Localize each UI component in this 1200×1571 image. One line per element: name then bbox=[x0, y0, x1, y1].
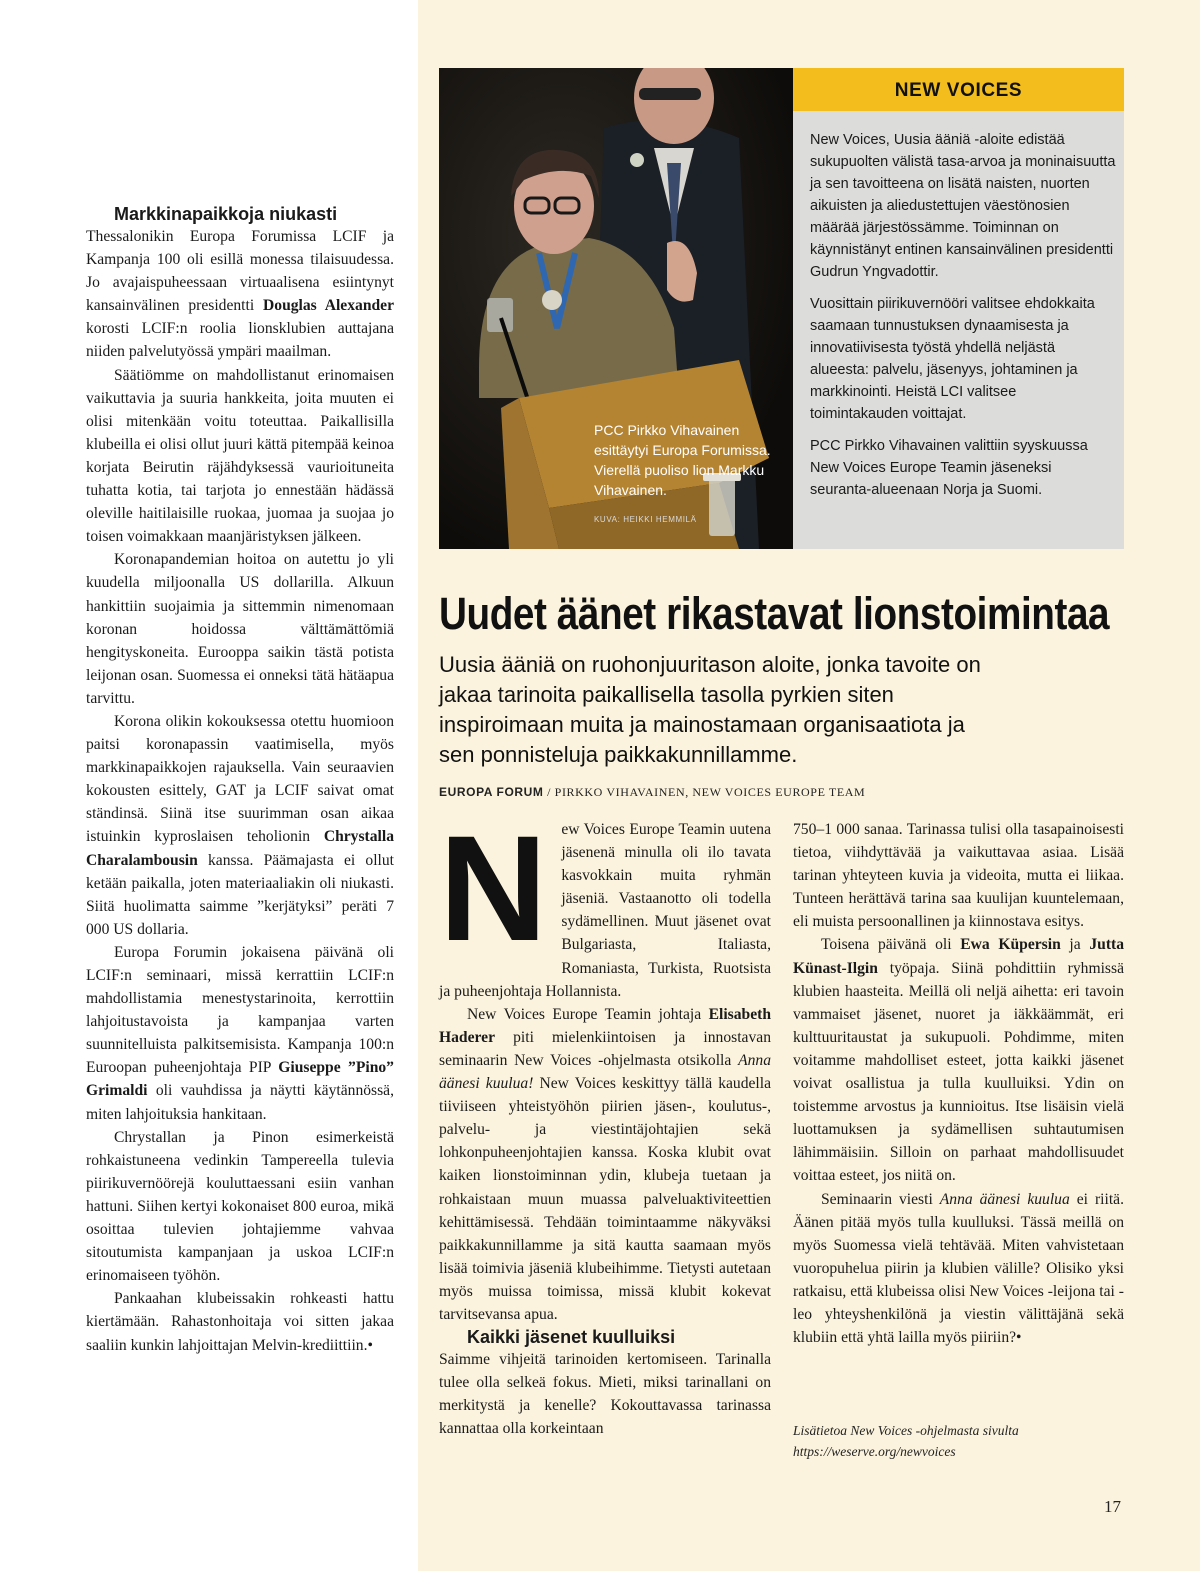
article-column-1 bbox=[439, 804, 772, 1440]
new-voices-text bbox=[810, 129, 1116, 511]
left-subhead: Markkinapaikkoja niukasti bbox=[114, 204, 338, 224]
article-paragraph-1: ew Voices Europe Teamin uutena jäsenenä minulla oli ilo tavata kasvokkain muita ryhmän jäseniä. Vastaanotto oli todella sydämellinen. Muut jäsenet ovat Bulgariasta, Italiasta, Romaniasta, Turkista, Ruotsista ja puheenjohtaja Hollannista. bbox=[439, 821, 771, 1000]
left-paragraph-4: Korona olikin kokouksessa otettu huomioon paitsi koronapassin vaatimisella, myös markkinapaikkojen rajauksella. Vain seuraavien kokousten esittely, GAT ja LCIF saivat omat ständinsä. Siinä itse suurimman osan aikaa istuinkin kyproslaisen teholionin Chrystalla Charalambousin kanssa. Päämajasta ei ollut ketään paikalla, joten materiaaliakin oli niukasti. Siitä huolimatta saimme ”kerjätyksi” peräti 7 000 US dollaria. bbox=[86, 712, 394, 938]
new-voices-paragraph-1: New Voices, Uusia ääniä -aloite edistää sukupuolten välistä tasa-arvoa ja moninaisuutta ja sen tavoitteena on lisätä naisten, nuorten aikuisten ja aliedustettujen väestönosien määrää järjestössämme. Toiminnan on käynnistänyt entinen kansainvälinen presidentti Gudrun Yngvadottir. bbox=[810, 132, 1116, 280]
byline-section: EUROPA FORUM bbox=[439, 785, 544, 799]
new-voices-paragraph-3: PCC Pirkko Vihavainen valittiin syyskuussa New Voices Europe Teamin jäseneksi seuranta-alueenaan Norja ja Suomi. bbox=[810, 438, 1088, 498]
left-paragraph-2: Säätiömme on mahdollistanut erinomaisen vaikuttavia ja suuria hankkeita, joita muuten ei olisi mitenkään voitu toteuttaa. Paikallisilla klubeilla ei olisi ollut juuri kättä pitempää keinoa korjata Beirutin räjähdyksessä vaurioituneita tuhatta kotia, tai tarjota jo ennestään hädässä oleville haitilaisille ruokaa, juomaa ja suojaa jo toisen voimakkaan maanjäristyksen jälkeen. bbox=[86, 366, 394, 546]
left-column bbox=[86, 203, 394, 1357]
left-paragraph-5: Europa Forumin jokaisena päivänä oli LCIF:n seminaari, missä kerrattiin LCIF:n mahdollistamia menestystarinoita, kerrottiin lahjoitustavoista ja kampanjaa varten suunnitelluista palkitsemisista. Kampanja 100:n Euroopan puheenjohtaja PIP Giuseppe ”Pino” Grimaldi oli vauhdissa ja näytti käytännössä, miten lahjoituksia hankitaan. bbox=[86, 943, 394, 1123]
article-paragraph-6: Seminaarin viesti Anna äänesi kuulua ei riitä. Äänen pitää myös tulla kuulluksi. Tässä meillä on myös Suomessa vielä tehtävää. Miten vahvistetaan vuoropuhelua piirin ja klubien välille? Olisiko yksi ratkaisu, että klubeissa olisi New Voices -leijona tai -leo yhteyshenkilönä ja viestin välittäjänä sekä klubiin että yhtä lailla myös piiriin?• bbox=[793, 1190, 1124, 1347]
page-number: 17 bbox=[1104, 1497, 1121, 1516]
new-voices-paragraph-2: Vuosittain piirikuvernööri valitsee ehdokkaita saamaan tunnustuksen dynaamisesta ja innovatiivisesta työstä yhdellä neljästä alueesta: palvelu, jäsenyys, johtaminen ja markkinointi. Heistä LCI valitsee toimintakauden voittajat. bbox=[810, 296, 1095, 422]
article-headline: Uudet äänet rikastavat lionstoimintaa bbox=[439, 588, 1110, 639]
left-paragraph-1: Thessalonikin Europa Forumissa LCIF ja Kampanja 100 oli esillä monessa tilaisuudessa. Jo avajaispuheessaan virtuaalisena esiintynyt kansainvälinen presidentti Douglas Alexander korosti LCIF:n roolia lionsklubien auttajana niiden palvelutyössä ympäri maailman. bbox=[86, 228, 395, 361]
article-subhead: Kaikki jäsenet kuulluiksi bbox=[467, 1327, 676, 1348]
byline-author: PIRKKO VIHAVAINEN, NEW VOICES EUROPE TEAM bbox=[554, 785, 866, 799]
left-paragraph-6: Chrystallan ja Pinon esimerkeistä rohkaistuneena vedinkin Tampereella tulevia piirikuvernöörejä kouluttaessani esiin vanhan hattuni. Siihen kertyi kokonaiset 800 euroa, mikä osoittaa tulevien johtajiemme vahvaa sitoutumista kampanjaan ja uskoa LCIF:n erinomaiseen työhön. bbox=[86, 1128, 394, 1285]
new-voices-sidebar bbox=[793, 68, 1124, 549]
drop-cap: N bbox=[439, 804, 548, 972]
photo-caption: PCC Pirkko Vihavainen esittäytyi Europa Forumissa. Vierellä puoliso lion Markku Vihavainen. bbox=[594, 422, 771, 498]
article-byline: EUROPA FORUM / PIRKKO VIHAVAINEN, NEW VOICES EUROPE TEAM bbox=[439, 785, 866, 799]
photo-credit: KUVA: HEIKKI HEMMILÄ bbox=[594, 515, 697, 524]
article-column-2 bbox=[793, 818, 1124, 1349]
left-paragraph-7: Pankaahan klubeissakin rohkeasti hattu kiertämään. Rahastonhoitaja voi sitten jakaa saaliin kunkin lahjoittajan Melvin-krediittiin.• bbox=[86, 1290, 394, 1354]
more-info-note: Lisätietoa New Voices -ohjelmasta sivulta https://weserve.org/newvoices bbox=[793, 1423, 1019, 1459]
article-paragraph-4: 750–1 000 sanaa. Tarinassa tulisi olla tasapainoisesti tietoa, viihdyttävää ja vaikuttavaa asiaa. Lisää tarinan yhteyteen kuvia ja videoita, mutta ei liikaa. Tunteen herättävä tarina saa kuulijan kuuntelemaan, eli muista persoonallinen ja kiinnostava esitys. bbox=[793, 821, 1124, 931]
article-deck: Uusia ääniä on ruohonjuuritason aloite, jonka tavoite on jakaa tarinoita paikallisella tasolla pyrkien siten inspiroimaan muita ja mainostamaan organisaatiota ja sen ponnisteluja paikkakunnillamme. bbox=[439, 652, 981, 767]
new-voices-header: NEW VOICES bbox=[793, 68, 1124, 111]
article-paragraph-2: New Voices Europe Teamin johtaja Elisabeth Haderer piti mielenkiintoisen ja innostavan seminaarin New Voices -ohjelmasta otsikolla Anna äänesi kuulua! New Voices keskittyy tällä kaudella tiiviiseen yhteistyöhön piirien jäsen-, koulutus-, palvelu- ja viestintäjohtajien sekä lohkonpuheenjohtajien kanssa. Koska klubit ovat kaiken lionstoiminnan ydin, klubeja tuetaan ja rohkaistaan muun muassa palveluaktiviteettien kehittämisessä. Tehdään toimintaamme näkyväksi paikkakunnillamme ja sitä kautta saamaan myös lisää toimivia jäseniä klubeihimme. Tietysti autetaan myös muissa toimissa, missä klubit kokevat tarvitsevansa apua. bbox=[439, 1005, 772, 1323]
article-paragraph-3: Saimme vihjeitä tarinoiden kertomiseen. Tarinalla tulee olla selkeä fokus. Mieti, miksi tarinallani on merkitystä ja kenelle? Kokouttavassa tarinassa kannattaa olla korkeintaan bbox=[439, 1351, 771, 1438]
article-paragraph-5: Toisena päivänä oli Ewa Küpersin ja Jutta Künast-Ilgin työpaja. Siinä pohdittiin ryhmissä klubien haasteita. Meillä oli neljä aihetta: eri tavoin vammaiset jäsenet, nuoret ja iäkkäämmät, eri kulttuuritaustat ja sukupuoli. Pohdimme, miten voitamme mahdolliset esteet, jotta kaikki jäsenet voivat osallistua ja tulla kuulluiksi. Ydin on toistemme arvostus ja kunnioitus. Itse lisäisin vielä luottamuksen ja sydämellisen suhtautumisen lähimmäisiin. Silloin on parhaat mahdollisuudet voittaa esteet, jos niitä on. bbox=[793, 936, 1125, 1185]
left-paragraph-3: Koronapandemian hoitoa on autettu jo yli kuudella miljoonalla US dollarilla. Alkuun hankittiin suojaimia ja sittemmin nimenomaan koronan hoidossa välttämättömiä hengityskoneita. Eurooppa saikin tästä potista leijonan osan. Suomessa ei onneksi tätä hätäapua tarvittu. bbox=[86, 551, 394, 707]
